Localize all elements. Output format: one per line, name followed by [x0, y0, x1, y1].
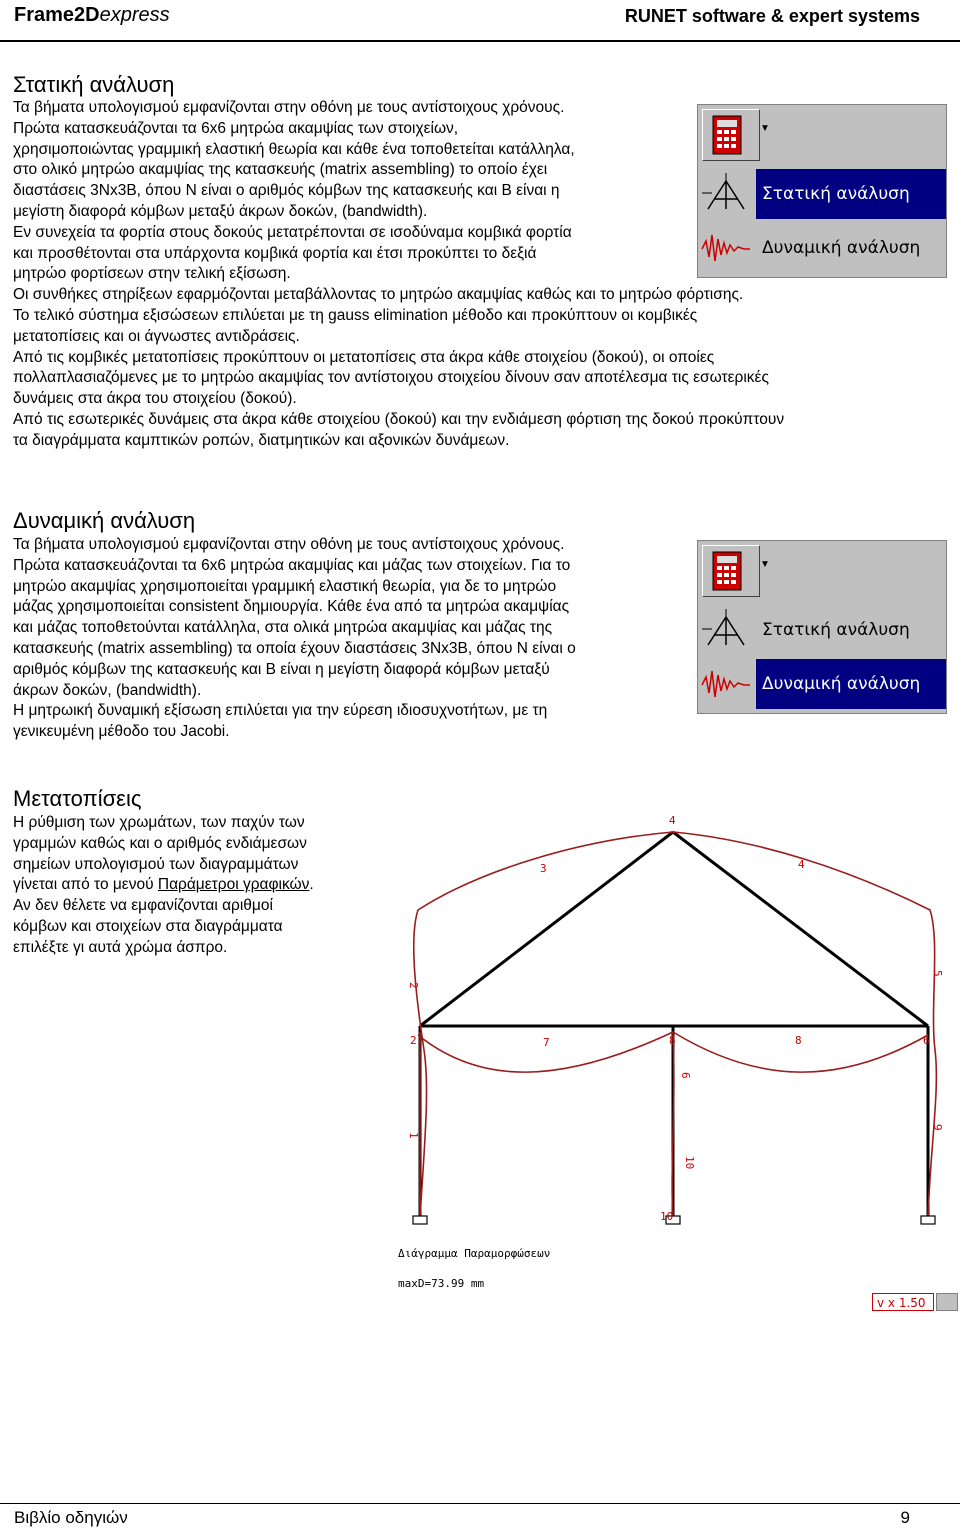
node-label-4: 4 — [669, 814, 676, 827]
menu-item-static-analysis[interactable] — [698, 605, 946, 655]
element-label-9: 9 — [931, 1124, 944, 1131]
footer-title: Βιβλίο οδηγιών — [14, 1508, 128, 1527]
page-number: 9 — [900, 1508, 910, 1527]
menu-item-label: Δυναμική ανάλυση — [762, 238, 921, 258]
text-suffix: . — [309, 876, 314, 894]
displacements-line: γραμμών καθώς και ο αριθμός ενδιάμεσων — [13, 834, 307, 852]
scale-field[interactable]: v x 1.50 — [872, 1293, 934, 1311]
static-line: Εν συνεχεία τα φορτία στους δοκούς μετατρέπονται σε ισοδύναμα κομβικά φορτία — [13, 223, 572, 241]
static-line: Από τις κομβικές μετατοπίσεις προκύπτουν οι μετατοπίσεις στα άκρα κάθε στοιχείου (δοκού), οι οποίες — [13, 348, 715, 366]
static-line: και προσθέτονται στα υπάρχοντα κομβικά φορτία και έτσι προκύπτει το δεξιά — [13, 244, 537, 262]
dynamic-section-body — [13, 535, 576, 743]
element-label-5: 5 — [931, 970, 944, 977]
element-label-8: 8 — [795, 1034, 802, 1047]
menu-item-dynamic-analysis[interactable] — [698, 223, 946, 273]
frame-structure — [420, 832, 928, 1218]
displacements-line: σημείων υπολογισμού των διαγραμμάτων — [13, 855, 299, 873]
product-name-italic: express — [99, 4, 170, 26]
displacements-section-body — [13, 813, 314, 959]
element-label-1: 1 — [407, 1132, 420, 1139]
node-label-6: 6 — [923, 1034, 930, 1047]
page-header — [0, 0, 960, 40]
static-line: Το τελικό σύστημα εξισώσεων επιλύεται με τη gauss elimination μέθοδο και προκύπτουν οι κομβικές — [13, 306, 698, 324]
dropdown-arrow-icon[interactable]: ▼ — [760, 123, 770, 134]
calculator-button[interactable] — [702, 109, 760, 161]
diagram-title: Διάγραμμα Παραμορφώσεων — [398, 1247, 551, 1260]
node-label-2: 2 — [410, 1034, 417, 1047]
dynamic-section-title: Δυναμική ανάλυση — [13, 508, 196, 533]
waveform-icon — [698, 223, 754, 273]
element-label-6: 6 — [679, 1072, 692, 1079]
calculator-icon — [703, 546, 759, 596]
footer-rule — [0, 1503, 960, 1504]
menu-item-label: Δυναμική ανάλυση — [762, 674, 921, 694]
product-name — [14, 4, 170, 27]
truss-icon — [698, 605, 754, 655]
static-line: πολλαπλασιαζόμενες με το μητρώο ακαμψίας τον αντίστοιχου στοιχείου δίνουν σαν αποτέλεσμα τις εσωτερικές — [13, 369, 769, 387]
dynamic-line: και μάζας τοποθετούνται κατάλληλα, στα ολικά μητρώα ακαμψίας και μάζας της — [13, 619, 553, 637]
calculator-button[interactable] — [702, 545, 760, 597]
company-name: RUNET software & expert systems — [624, 6, 920, 26]
dynamic-line: κατασκευής (matrix assembling) τα οποία έχουν διαστάσεις 3Nx3B, όπου N είναι ο — [13, 639, 576, 657]
waveform-icon — [698, 659, 754, 709]
text-prefix: γίνεται από το μενού — [13, 876, 158, 894]
fixed-supports — [413, 1216, 935, 1224]
element-label-2: 2 — [407, 982, 420, 989]
static-line: Πρώτα κατασκευάζονται τα 6x6 μητρώα ακαμψίας των στοιχείων, — [13, 119, 459, 137]
menu-item-dynamic-analysis[interactable] — [698, 659, 946, 709]
displacements-line: επιλέξτε γι αυτά χρώμα άσπρο. — [13, 938, 228, 956]
scale-spin-button[interactable] — [936, 1293, 958, 1311]
element-label-10: 10 — [683, 1156, 696, 1170]
analysis-menu-static — [697, 104, 947, 278]
menu-item-static-analysis[interactable] — [698, 169, 946, 219]
displacements-line: Αν δεν θέλετε να εμφανίζονται αριθμοί — [13, 897, 273, 915]
static-section-body — [13, 98, 784, 452]
menu-item-label: Στατική ανάλυση — [762, 184, 910, 204]
static-line: δυνάμεις στα άκρα του στοιχείου (δοκού). — [13, 390, 297, 408]
static-line: Τα βήματα υπολογισμού εμφανίζονται στην οθόνη με τους αντίστοιχους χρόνους. — [13, 99, 565, 116]
deformation-diagram — [380, 810, 960, 1230]
diagram-max-displacement: maxD=73.99 mm — [398, 1277, 485, 1290]
dynamic-line: Η μητρωική δυναμική εξίσωση επιλύεται για την εύρεση ιδιοσυχνοτήτων, με τη — [13, 702, 548, 720]
static-line: διαστάσεις 3Nx3B, όπου N είναι ο αριθμός κόμβων της κατασκευής και B είναι η — [13, 182, 560, 200]
static-line: μητρώο φορτίσεων στην τελική εξίσωση. — [13, 265, 291, 283]
element-label-7: 7 — [543, 1036, 550, 1049]
node-label-8: 8 — [669, 1034, 676, 1047]
dynamic-line: μάζας χρησιμοποιείται consistent δημιουργία. Κάθε ένα από τα μητρώα ακαμψίας — [13, 598, 570, 616]
dropdown-arrow-icon[interactable]: ▼ — [760, 559, 770, 570]
truss-icon — [698, 169, 754, 219]
static-line: Οι συνθήκες στηρίξεων εφαρμόζονται μεταβάλλοντας το μητρώο ακαμψίας καθώς και το μητρώο φόρτισης. — [13, 286, 744, 304]
dynamic-line: Τα βήματα υπολογισμού εμφανίζονται στην οθόνη με τους αντίστοιχους χρόνους. — [13, 536, 565, 553]
element-labels — [407, 858, 944, 1169]
element-label-3: 3 — [540, 862, 547, 875]
dynamic-line: Πρώτα κατασκευάζονται τα 6x6 μητρώα ακαμψίας και μάζας των στοιχείων. Για το — [13, 556, 571, 574]
displacements-section-title: Μετατοπίσεις — [13, 786, 142, 811]
calculator-icon — [703, 110, 759, 160]
dynamic-line: μητρώο ακαμψίας χρησιμοποιείται γραμμική ελαστική θεωρία, για δε το μητρώο — [13, 577, 557, 595]
menu-item-label: Στατική ανάλυση — [762, 620, 910, 640]
product-name-bold: Frame2D — [14, 4, 100, 26]
node-label-10: 10 — [660, 1210, 674, 1223]
static-line: στο ολικό μητρώο ακαμψίας της κατασκευής (matrix assembling) το οποίο έχει — [13, 161, 548, 179]
static-line: μετατοπίσεις και οι άγνωστες αντιδράσεις. — [13, 327, 300, 345]
static-line: Από τις εσωτερικές δυνάμεις στα άκρα κάθε στοιχείου (δοκού) και την ενδιάμεση φόρτιση της δοκού προκύπτουν — [13, 410, 785, 428]
analysis-menu-dynamic — [697, 540, 947, 714]
graphics-parameters-link[interactable]: Παράμετροι γραφικών — [157, 876, 310, 894]
dynamic-line: γενικευμένη μέθοδο του Jacobi. — [13, 723, 230, 741]
dynamic-line: άκρων δοκών, (bandwidth). — [13, 681, 202, 699]
displacements-line: Η ρύθμιση των χρωμάτων, των παχύν των — [13, 814, 305, 831]
displacements-line — [13, 875, 314, 896]
displacements-line: κόμβων και στοιχείων στα διαγράμματα — [13, 917, 283, 935]
header-rule — [0, 40, 960, 42]
dynamic-line: αριθμός κόμβων της κατασκευής και B είναι η μεγίστη διαφορά κόμβων μεταξύ — [13, 660, 550, 678]
static-section-title: Στατική ανάλυση — [13, 72, 175, 97]
static-line: τα διαγράμματα καμπτικών ροπών, διατμητικών και αξονικών δυνάμεων. — [13, 431, 510, 449]
static-line: χρησιμοποιώντας γραμμική ελαστική θεωρία και κάθε ένα τοποθετείται κατάλληλα, — [13, 140, 575, 158]
static-line: μεγίστη διαφορά κόμβων μεταξύ άκρων δοκών, (bandwidth). — [13, 202, 428, 220]
element-label-4: 4 — [798, 858, 805, 871]
